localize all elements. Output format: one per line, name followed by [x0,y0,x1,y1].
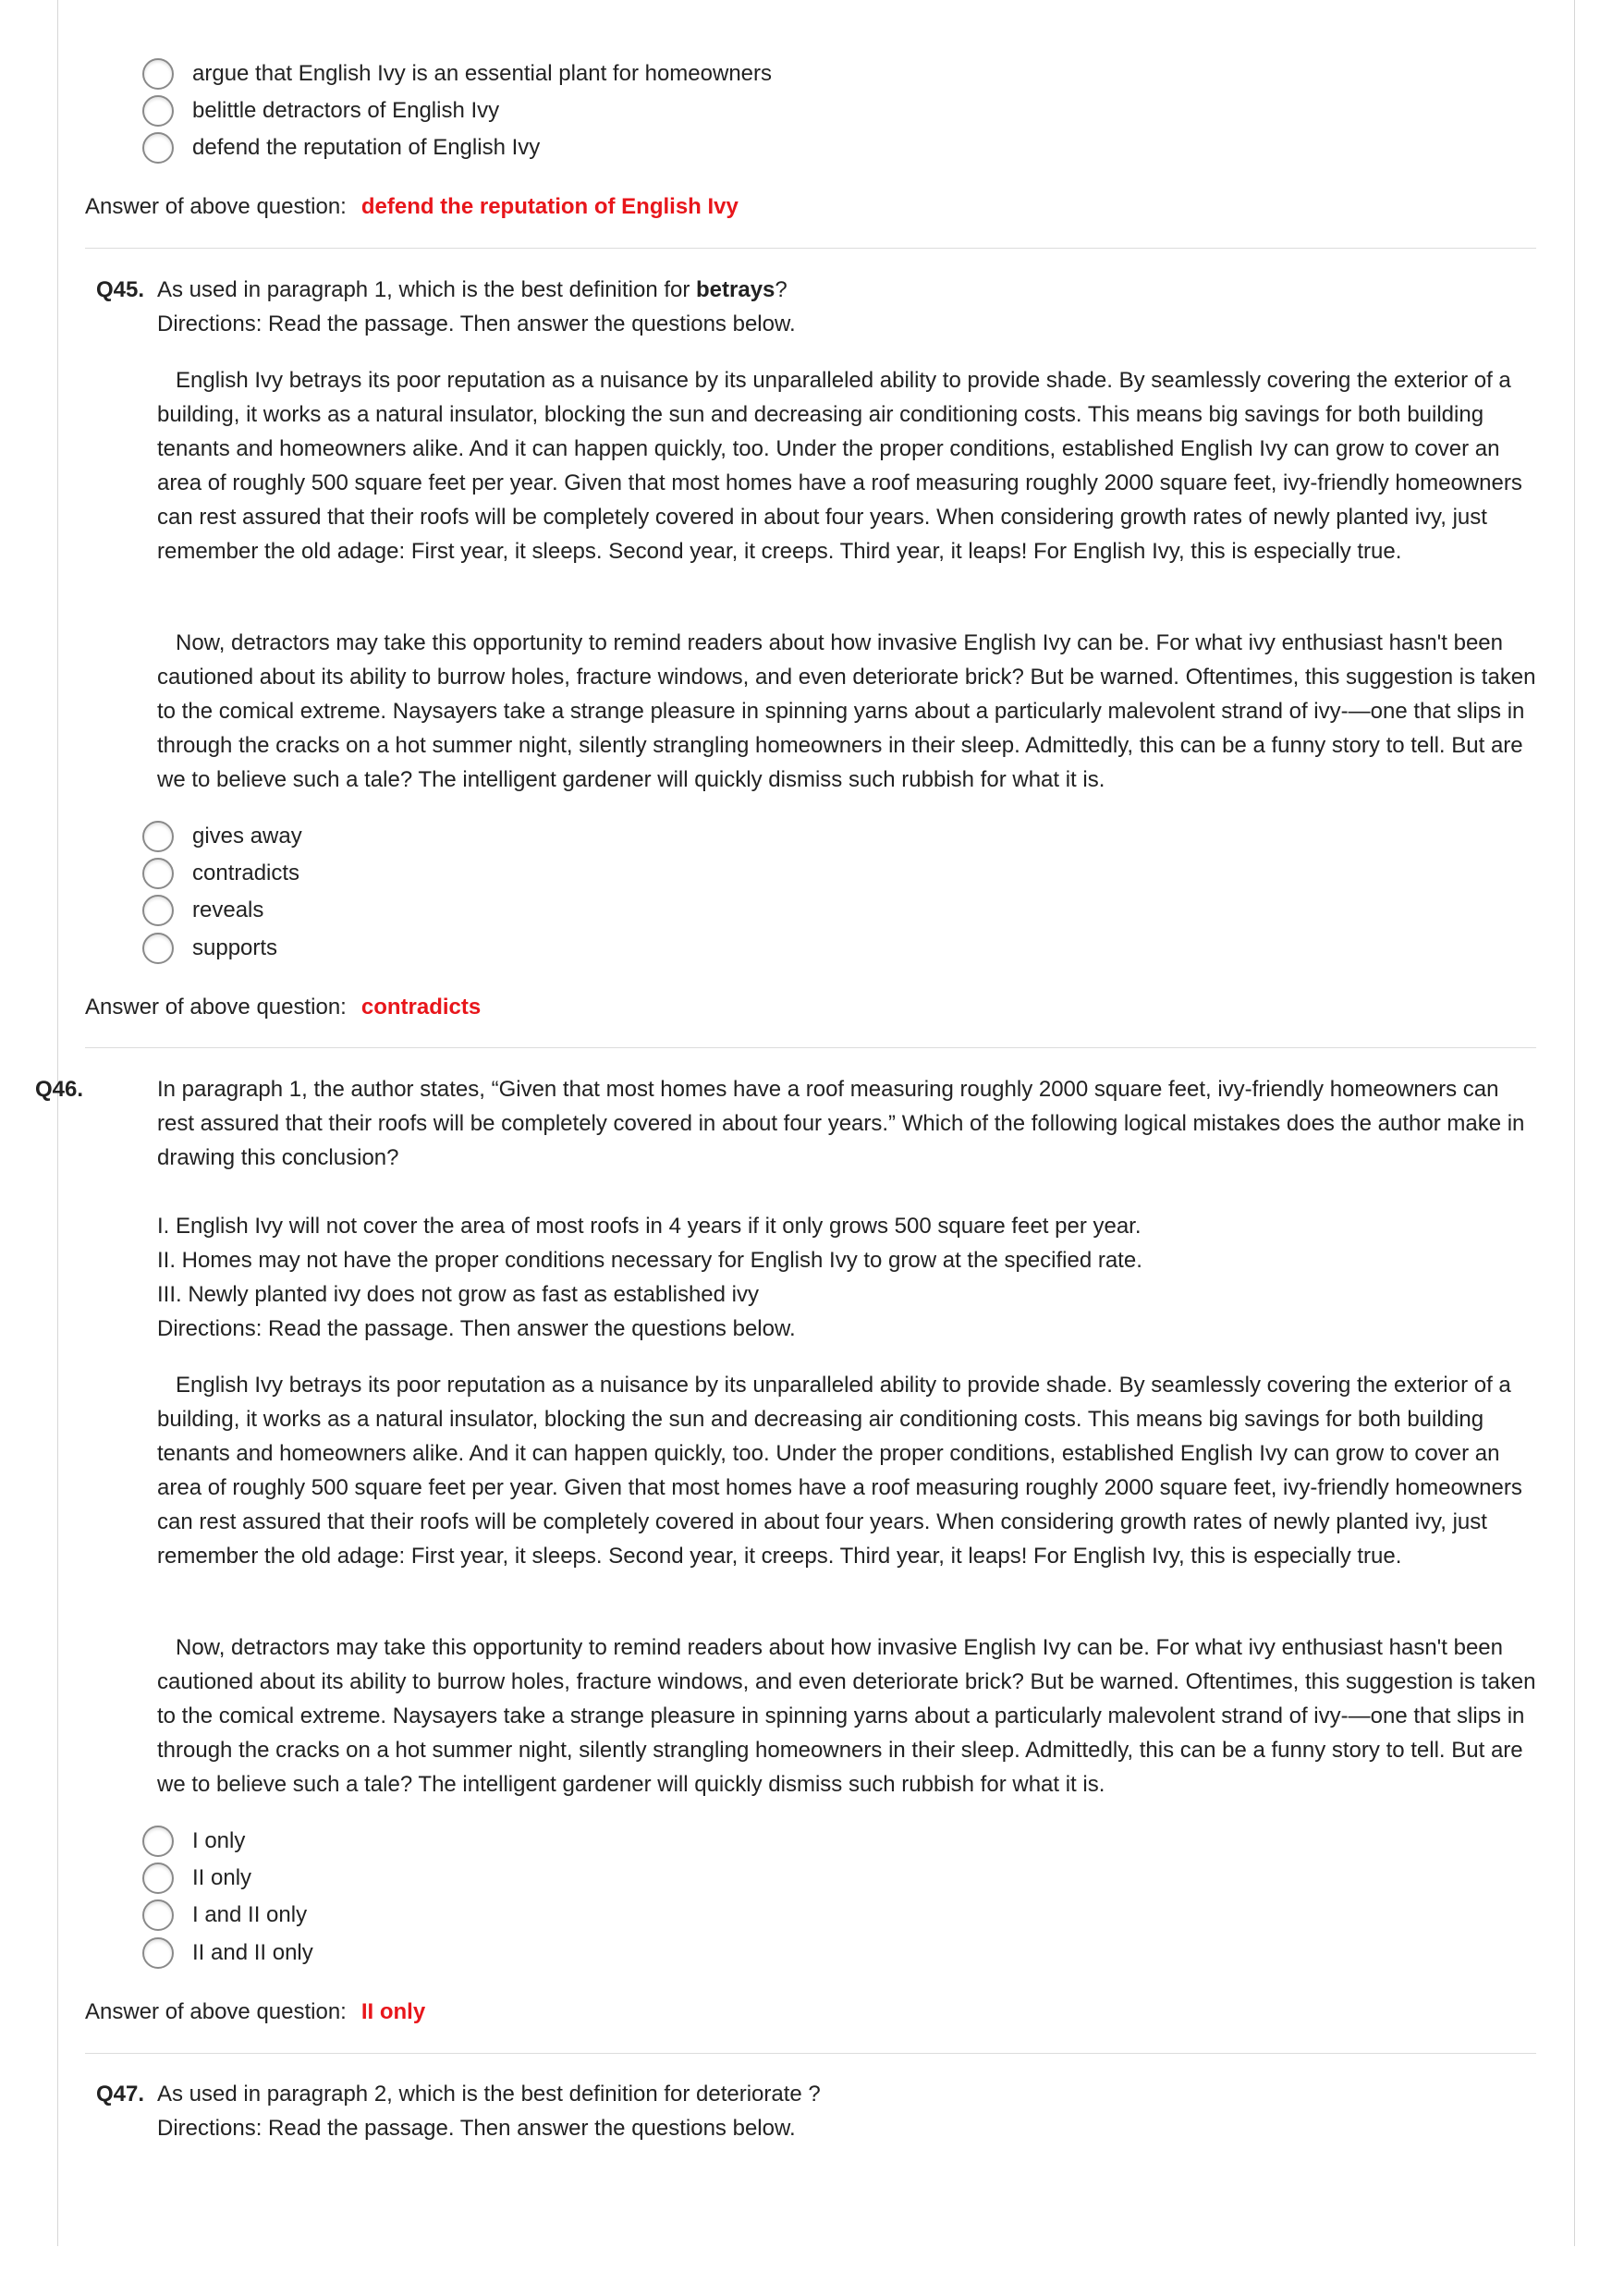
radio-button-icon[interactable] [142,821,174,852]
q45-option-2[interactable] [142,855,299,892]
q46-option-2[interactable] [142,1860,251,1897]
q45-question [96,273,1538,307]
question-divider [85,2053,1536,2054]
question-text: As used in paragraph 2, which is the best definition for deteriorate ? [157,2082,821,2107]
answer-value: contradicts [360,995,482,1020]
question-number: Q45. [96,277,145,302]
q45-answer-line [85,991,481,1024]
question-number: Q46. [35,1077,84,1102]
q46-option-3[interactable] [142,1897,307,1934]
q46-answer-line [85,1996,425,2029]
q44-option-1[interactable] [142,55,772,92]
radio-button-icon[interactable] [142,933,174,964]
q44-answer-line [85,190,739,224]
option-label: II only [192,1865,252,1890]
q44-option-3[interactable] [142,129,540,166]
q46-question [35,1072,1538,1175]
q46-passage-p1: English Ivy betrays its poor reputation as a nuisance by its unparalleled ability to provide shade. By seamlessly covering the exterior of a building, it works as a natural insulator, blocking the sun and decreasing air conditioning costs. This means big savings for both building tenants and homeowners alike. And it can happen quickly, too. Under the proper conditions, established English Ivy can grow to cover an area of roughly 500 square feet per year. Given that most homes have a roof measuring roughly 2000 square feet, ivy-friendly homeowners can rest assured that their roofs will be completely covered in about four years. When considering growth rates of newly planted ivy, just remember the old adage: First year, it sleeps. Second year, it creeps. Third year, it leaps! For English Ivy, this is especially true. [157,1373,1522,1569]
question-number: Q47. [96,2082,145,2107]
q45-option-3[interactable] [142,892,263,929]
option-label: I only [192,1828,246,1853]
radio-button-icon[interactable] [142,1899,174,1931]
q46-statement-2: II. Homes may not have the proper conditions necessary for English Ivy to grow at the specified rate. [157,1248,1142,1273]
q46-statement-1: I. English Ivy will not cover the area of most roofs in 4 years if it only grows 500 square feet per year. [157,1214,1142,1239]
answer-value: defend the reputation of English Ivy [360,194,739,219]
q45-option-1[interactable] [142,818,302,855]
answer-label: Answer of above question: [85,194,347,219]
question-divider [85,248,1536,249]
option-label: supports [192,935,278,960]
radio-button-icon[interactable] [142,1862,174,1894]
q44-option-2[interactable] [142,92,499,129]
answer-label: Answer of above question: [85,1999,347,2024]
question-divider [85,1047,1536,1048]
radio-button-icon[interactable] [142,95,174,127]
q46-option-4[interactable] [142,1935,313,1972]
radio-button-icon[interactable] [142,58,174,90]
answer-value: II only [360,1999,426,2024]
option-label: argue that English Ivy is an essential plant for homeowners [192,61,773,86]
radio-button-icon[interactable] [142,1937,174,1969]
question-text: As used in paragraph 1, which is the best definition for [157,277,697,302]
option-label: reveals [192,898,264,922]
q46-passage-p2: Now, detractors may take this opportunity to remind readers about how invasive English Ivy can be. For what ivy enthusiast hasn't been cautioned about its ability to burrow holes, fracture windows, and even deteriorate brick? But be warned. Oftentimes, this suggestion is taken to the comical extreme. Naysayers take a strange pleasure in spinning yarns about a particularly malevolent strand of ivy-—one that slips in through the cracks on a hot summer night, silently strangling homeowners in their sleep. Admittedly, this can be a funny story to tell. But are we to believe such a tale? The intelligent gardener will quickly dismiss such rubbish for what it is. [157,1635,1536,1797]
q45-option-4[interactable] [142,930,277,967]
q45-passage-p2: Now, detractors may take this opportunity to remind readers about how invasive English Ivy can be. For what ivy enthusiast hasn't been cautioned about its ability to burrow holes, fracture windows, and even deteriorate brick? But be warned. Oftentimes, this suggestion is taken to the comical extreme. Naysayers take a strange pleasure in spinning yarns about a particularly malevolent strand of ivy-—one that slips in through the cracks on a hot summer night, silently strangling homeowners in their sleep. Admittedly, this can be a funny story to tell. But are we to believe such a tale? The intelligent gardener will quickly dismiss such rubbish for what it is. [157,630,1536,792]
q46-option-1[interactable] [142,1823,245,1860]
option-label: belittle detractors of English Ivy [192,98,500,123]
q47-question [96,2077,1538,2111]
question-term: betrays [696,277,775,302]
answer-label: Answer of above question: [85,995,347,1020]
option-label: defend the reputation of English Ivy [192,135,541,160]
q46-directions: Directions: Read the passage. Then answer the questions below. [157,1316,796,1341]
radio-button-icon[interactable] [142,895,174,926]
option-label: gives away [192,824,302,849]
question-text: In paragraph 1, the author states, “Given that most homes have a roof measuring roughly 2000 square feet, ivy-friendly homeowners can rest assured that their roofs will be completely covered in about four years.” Which of the following logical mistakes does the author make in drawing this conclusion? [157,1077,1525,1170]
radio-button-icon[interactable] [142,1826,174,1857]
option-label: contradicts [192,861,300,885]
q47-directions: Directions: Read the passage. Then answer the questions below. [157,2116,796,2141]
option-label: I and II only [192,1902,308,1927]
q45-passage-p1: English Ivy betrays its poor reputation as a nuisance by its unparalleled ability to provide shade. By seamlessly covering the exterior of a building, it works as a natural insulator, blocking the sun and decreasing air conditioning costs. This means big savings for both building tenants and homeowners alike. And it can happen quickly, too. Under the proper conditions, established English Ivy can grow to cover an area of roughly 500 square feet per year. Given that most homes have a roof measuring roughly 2000 square feet, ivy-friendly homeowners can rest assured that their roofs will be completely covered in about four years. When considering growth rates of newly planted ivy, just remember the old adage: First year, it sleeps. Second year, it creeps. Third year, it leaps! For English Ivy, this is especially true. [157,368,1522,564]
question-punct: ? [775,277,788,302]
option-label: II and II only [192,1940,313,1965]
q46-statement-3: III. Newly planted ivy does not grow as fast as established ivy [157,1282,759,1307]
radio-button-icon[interactable] [142,858,174,889]
q45-directions: Directions: Read the passage. Then answer the questions below. [157,311,796,336]
radio-button-icon[interactable] [142,132,174,164]
